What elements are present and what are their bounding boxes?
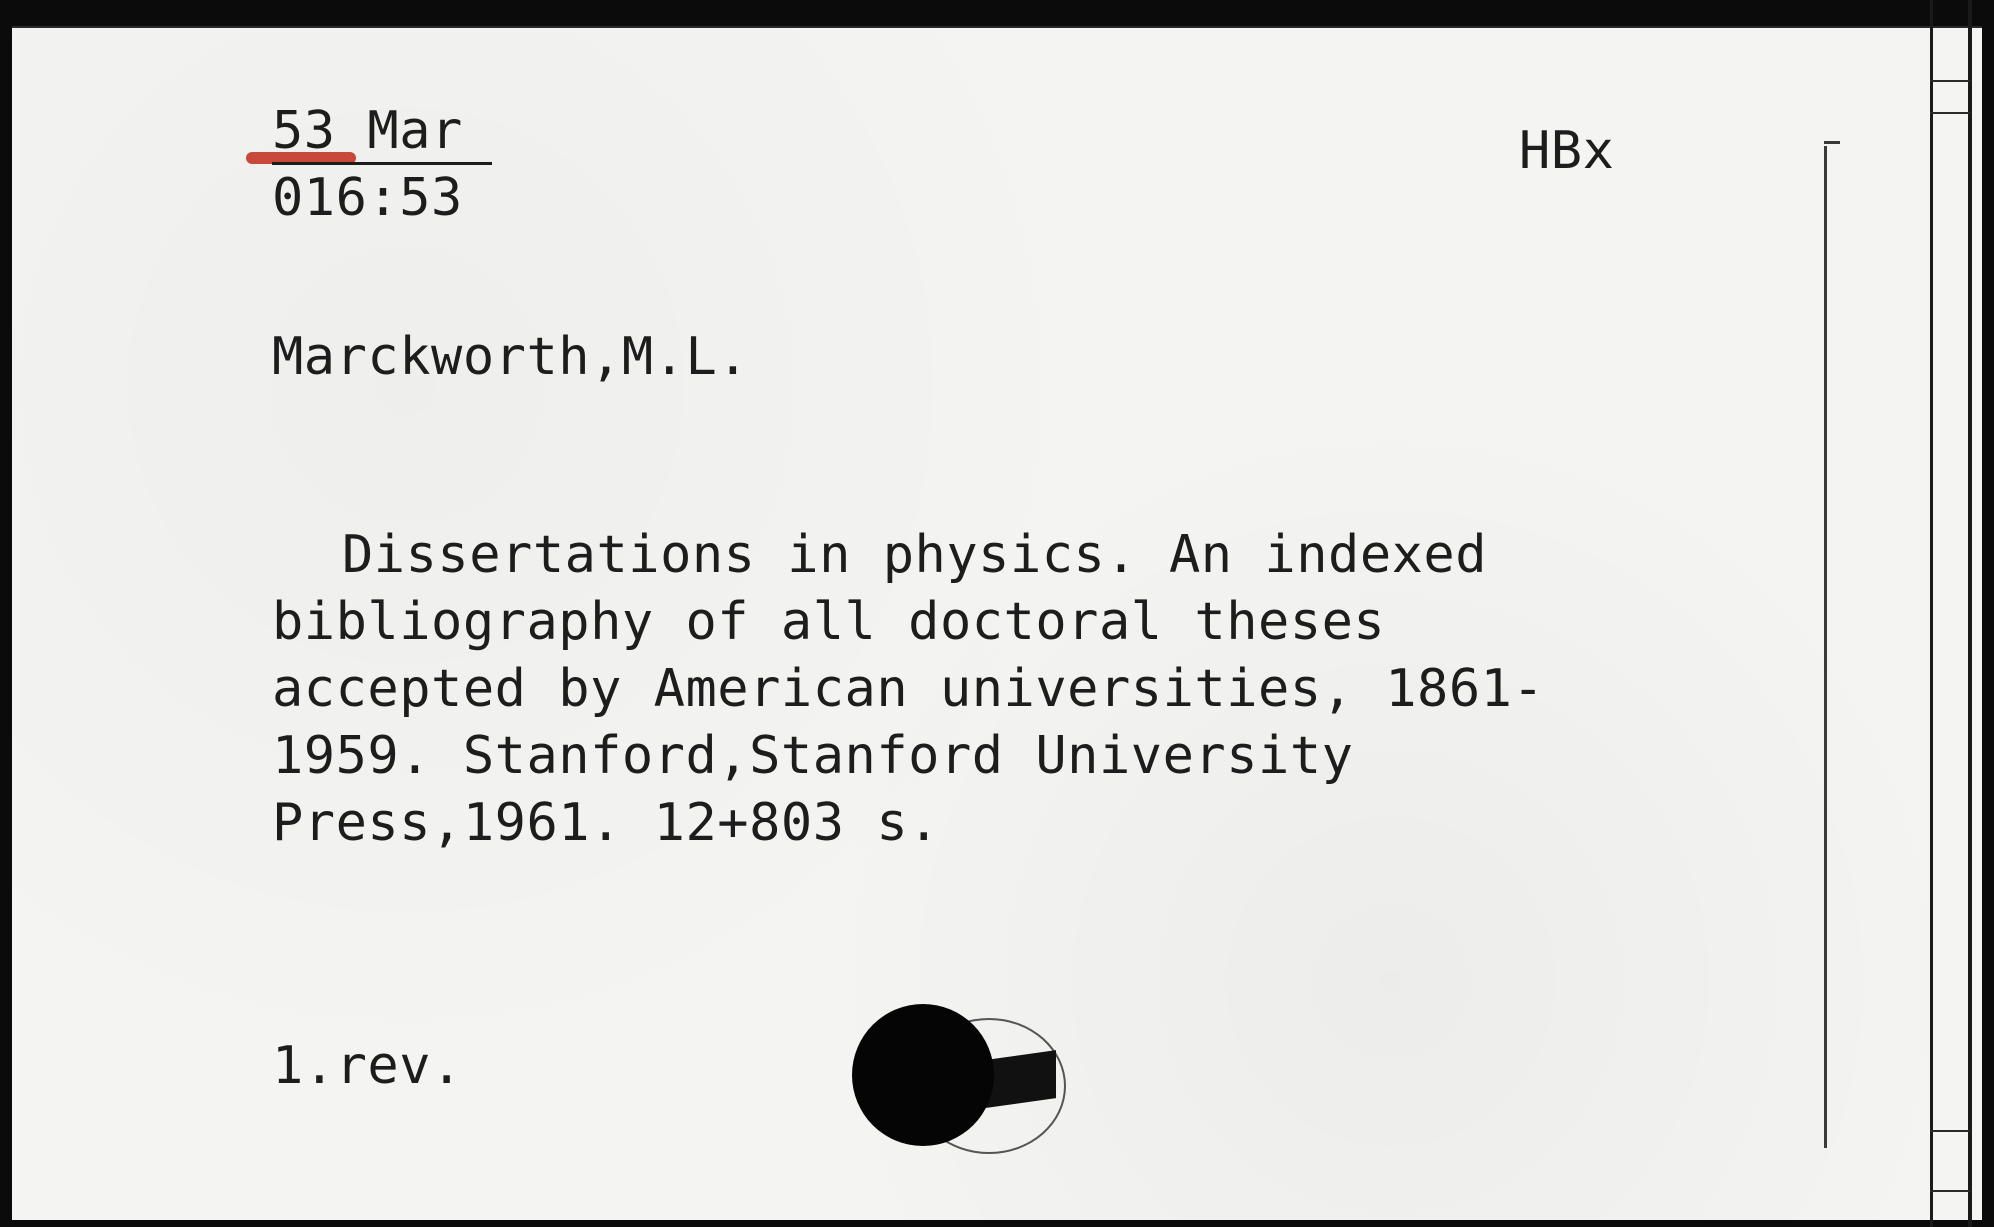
edge-tick-top-2 <box>1930 112 1970 114</box>
call-number-line-2: 016:53 <box>272 168 463 228</box>
call-number-line-1: 53 Mar <box>272 100 492 165</box>
author-heading: Marckworth,M.L. <box>272 327 750 387</box>
subject-tracing: 1.rev. <box>272 1036 463 1096</box>
catalog-card <box>12 26 1982 1220</box>
scan-edge-line <box>1930 0 1933 1227</box>
edge-tick-bottom-2 <box>1930 1190 1970 1192</box>
right-margin-rule-cap <box>1824 141 1840 144</box>
title-description-block <box>272 388 1592 991</box>
right-margin-rule <box>1824 146 1827 1148</box>
punch-hole <box>852 1004 994 1146</box>
edge-tick-top <box>1930 80 1970 82</box>
scan-edge-line-outer <box>1968 0 1972 1227</box>
edge-tick-bottom <box>1930 1130 1970 1132</box>
title-description-text: Dissertations in physics. An indexed bibliography of all doctoral theses accepted by American universities, 1861-1959. Stanford,Stanford University Press,1961. 12+803 s. <box>272 525 1545 853</box>
location-code: HBx <box>1519 121 1615 181</box>
